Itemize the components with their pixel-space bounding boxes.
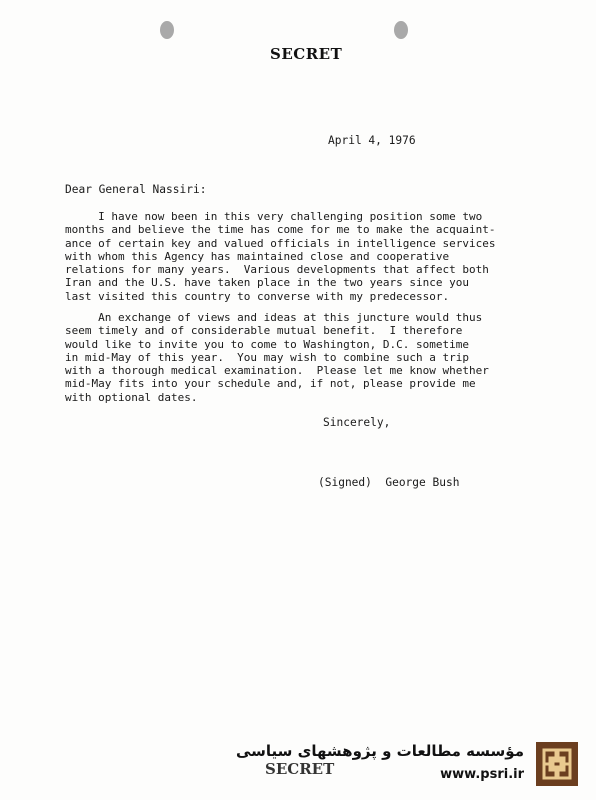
punch-hole-right	[394, 21, 408, 39]
classification-header: SECRET	[270, 45, 343, 63]
paragraph-line: with optional dates.	[65, 390, 198, 404]
paragraph-line: with whom this Agency has maintained close and cooperative	[65, 249, 450, 263]
letter-date: April 4, 1976	[328, 134, 416, 147]
paragraph-line: I have now been in this very challenging position some two	[65, 210, 483, 223]
paragraph-2	[65, 311, 535, 404]
signature-line: (Signed) George Bush	[318, 476, 460, 489]
paragraph-line: last visited this country to converse with my predecessor.	[65, 289, 450, 303]
psri-logo-icon	[536, 742, 578, 786]
watermark	[235, 742, 586, 792]
paragraph-line: Iran and the U.S. have taken place in the two years since you	[65, 276, 469, 290]
closing: Sincerely,	[323, 416, 391, 429]
paragraph-line: seem timely and of considerable mutual benefit. I therefore	[65, 324, 463, 338]
psri-logo-svg	[536, 742, 578, 786]
paragraph-line: An exchange of views and ideas at this juncture would thus	[65, 311, 483, 324]
paragraph-line: in mid-May of this year. You may wish to combine such a trip	[65, 350, 469, 364]
watermark-url: www.psri.ir	[440, 767, 524, 782]
salutation: Dear General Nassiri:	[65, 183, 207, 196]
paragraph-line: with a thorough medical examination. Please let me know whether	[65, 364, 489, 378]
paragraph-line: mid-May fits into your schedule and, if not, please provide me	[65, 377, 476, 391]
punch-hole-left	[160, 21, 174, 39]
paragraph-line: would like to invite you to come to Washington, D.C. sometime	[65, 337, 469, 351]
paragraph-line: relations for many years. Various developments that affect both	[65, 263, 489, 277]
paragraph-line: ance of certain key and valued officials in intelligence services	[65, 236, 496, 250]
paragraph-1	[65, 210, 535, 303]
watermark-institution: مؤسسه مطالعات و پژوهشهای سیاسی	[235, 742, 524, 760]
paragraph-line: months and believe the time has come for me to make the acquaint-	[65, 223, 496, 237]
classification-footer: SECRET	[265, 760, 335, 778]
